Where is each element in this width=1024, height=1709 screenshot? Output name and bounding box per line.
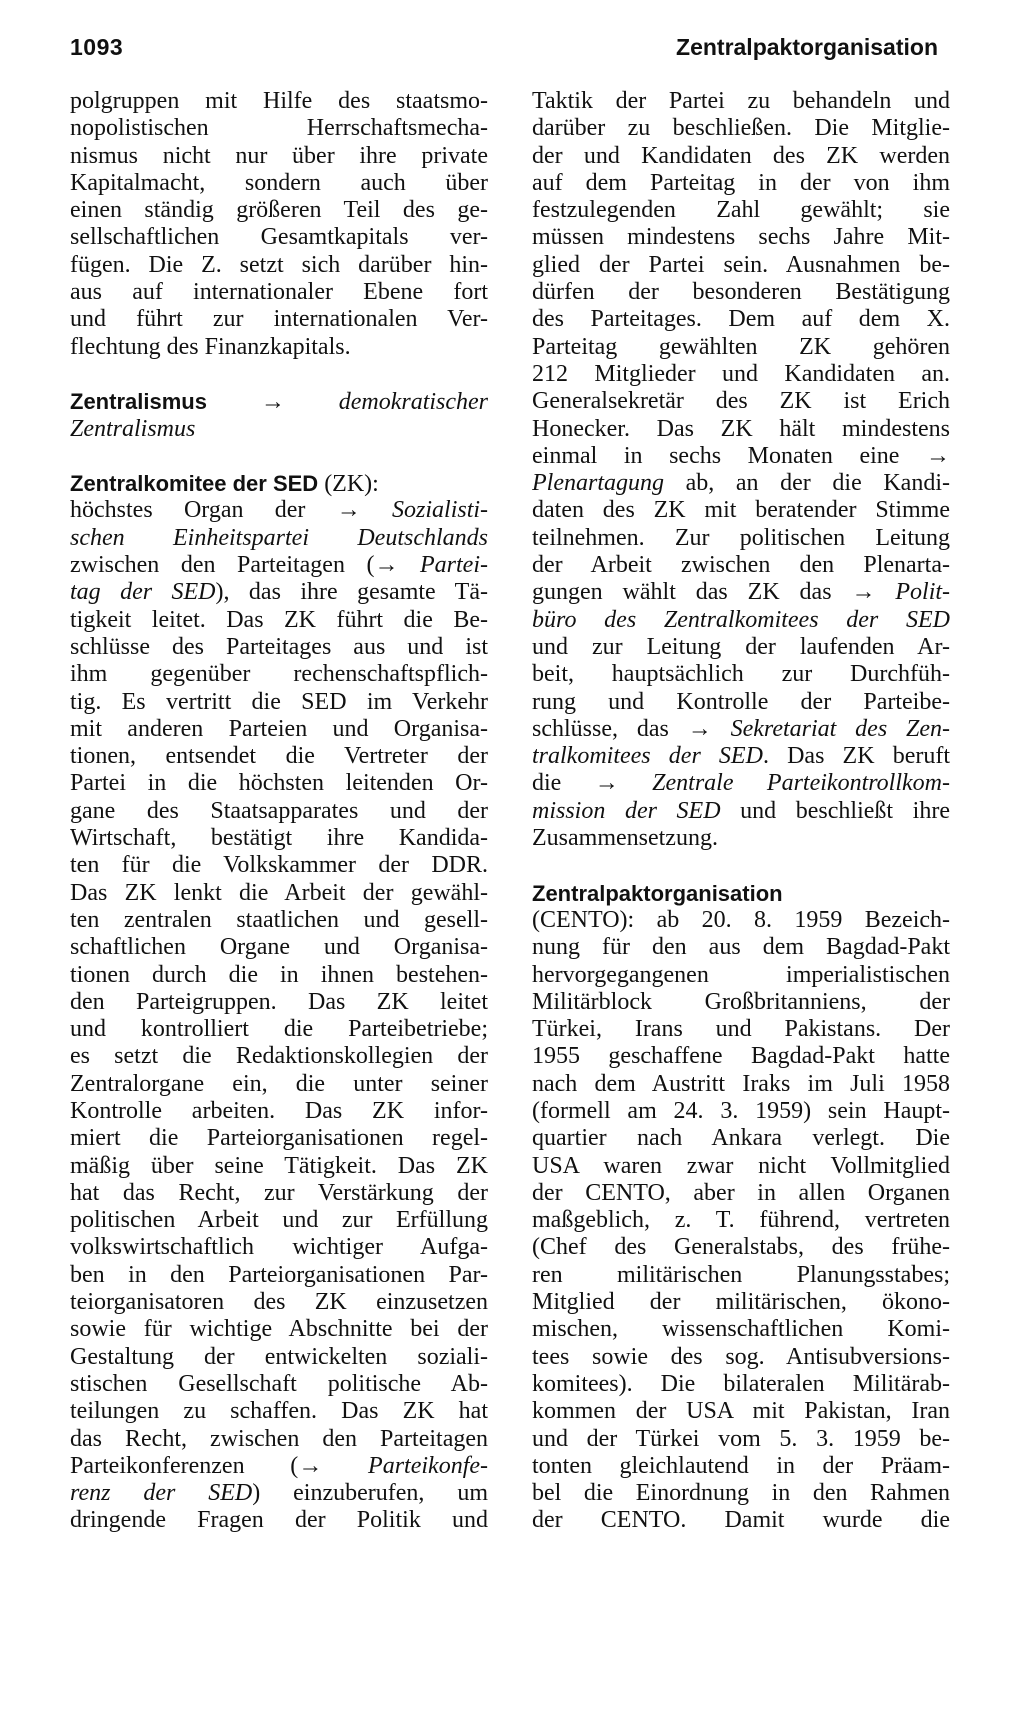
left-column [70,88,488,1535]
text-line [70,416,488,443]
text-line: nismus nicht nur über ihre private [70,142,488,169]
text-line: politischen Arbeit und zur Erfüllung [70,1207,488,1234]
text-line: müssen mindestens sechs Jahre Mit- [532,224,950,251]
cross-reference[interactable]: renz der SED [70,1480,253,1507]
text-line: und der Türkei vom 5. 3. 1959 be- [532,1425,950,1452]
text-line: sellschaftlichen Gesamtkapitals ver- [70,224,488,251]
text-line: volkswirtschaftlich wichtiger Aufga- [70,1234,488,1261]
cross-reference[interactable]: Polit- [895,579,950,606]
text-run: einmal in sechs Monaten eine [532,442,900,469]
cross-reference[interactable]: Partei- [420,552,488,579]
text-line: darüber zu beschließen. Die Mitglie- [532,115,950,142]
text-line: festzulegenden Zahl gewählt; sie [532,197,950,224]
text-line: tigkeit leitet. Das ZK führt die Be- [70,606,488,633]
text-line: Kapitalmacht, sondern auch über [70,169,488,196]
text-line: tionen, entsendet die Vertreter der [70,743,488,770]
text-line [70,470,488,497]
text-line: (formell am 24. 3. 1959) sein Haupt- [532,1097,950,1124]
text-line: Wirtschaft, bestätigt ihre Kandida- [70,825,488,852]
text-line [70,388,488,415]
arrow-icon: → [260,389,285,416]
text-line: Kontrolle arbeiten. Das ZK infor- [70,1097,488,1124]
text-line: glied der Partei sein. Ausnahmen be- [532,251,950,278]
arrow-icon: → [298,1452,323,1479]
text-line [532,798,950,825]
text-line: Mitglied der militärischen, ökono- [532,1289,950,1316]
text-line: tig. Es vertritt die SED im Verkehr [70,688,488,715]
cross-reference[interactable]: demokratischer [338,389,488,416]
headword: Zentralpaktorganisation [532,880,783,906]
text-line [532,443,950,470]
text-line: kommen der USA mit Pakistan, Iran [532,1398,950,1425]
arrow-icon: → [594,770,619,797]
text-line: nach dem Austritt Iraks im Juli 1958 [532,1070,950,1097]
text-line [70,1453,488,1480]
arrow-icon: → [374,552,399,579]
running-title: Zentralpaktorganisation [676,34,938,60]
cross-reference[interactable]: tag der SED [70,579,216,606]
text-line: Gestaltung der entwickelten soziali- [70,1343,488,1370]
text-run: die [532,770,562,797]
entry-zentralkomitee-continued [532,88,950,852]
text-line: tionen durch die in ihnen bestehen- [70,961,488,988]
text-line: teiorganisatoren des ZK einzusetzen [70,1289,488,1316]
text-line: hat das Recht, zur Verstärkung der [70,1179,488,1206]
text-line: dürfen der besonderen Bestätigung [532,279,950,306]
text-line: tonten gleichlautend in der Präam- [532,1452,950,1479]
cross-reference[interactable]: Plenartagung [532,470,664,497]
text-line: 212 Mitglieder und Kandidaten an. [532,360,950,387]
entry-zentralpaktorganisation [532,880,950,1535]
entry-gap [70,361,488,388]
abbreviation: (ZK): [324,471,379,498]
text-line: gane des Staatsapparates und der [70,797,488,824]
text-line [532,770,950,797]
cross-reference[interactable]: Zentrale Parteikontrollkom- [652,770,950,797]
text-run: ) einzuberufen, um [252,1480,488,1507]
text-line: dringende Fragen der Politik und [70,1507,488,1534]
text-line: (CENTO): ab 20. 8. 1959 Bezeich- [532,906,950,933]
text-line: mäßig über seine Tätigkeit. Das ZK [70,1152,488,1179]
text-line: der und Kandidaten des ZK werden [532,142,950,169]
arrow-icon: → [926,442,950,469]
text-line: miert die Parteiorganisationen regel- [70,1125,488,1152]
text-run: zwischen den Parteitagen ( [70,552,375,579]
cross-reference[interactable]: schen Einheitspartei Deutschlands [70,524,488,551]
text-line: ten zentralen staatlichen und gesell- [70,906,488,933]
text-line: quartier nach Ankara verlegt. Die [532,1125,950,1152]
paragraph-finanzkapital [70,88,488,361]
text-line: Partei in die höchsten leitenden Or- [70,770,488,797]
text-line: rung und Kontrolle der Parteibe- [532,688,950,715]
text-run: Parteikonferenzen ( [70,1452,299,1479]
entry-gap [532,852,950,879]
text-line: maßgeblich, z. T. führend, vertreten [532,1207,950,1234]
cross-reference[interactable]: büro des Zentralkomitees der SED [532,606,950,633]
text-line: Türkei, Irans und Pakistans. Der [532,1016,950,1043]
text-line: tees sowie des sog. Antisubversions- [532,1343,950,1370]
text-line: Zentralorgane ein, die unter seiner [70,1070,488,1097]
text-line [532,716,950,743]
text-line: teilnehmen. Zur politischen Leitung [532,524,950,551]
text-line: sowie für wichtige Abschnitte bei der [70,1316,488,1343]
text-run: ), das ihre gesamte Tä- [215,579,488,606]
text-line [532,579,950,606]
text-line: einen ständig größeren Teil des ge- [70,197,488,224]
text-line: ihm gegenüber rechenschaftspflich- [70,661,488,688]
entry-gap [70,443,488,470]
text-line: hervorgegangenen imperialistischen [532,961,950,988]
text-line: komitees). Die bilateralen Militärab- [532,1370,950,1397]
text-line: Das ZK lenkt die Arbeit der gewähl- [70,879,488,906]
arrow-icon: → [851,579,876,606]
text-line: (Chef des Generalstabs, des frühe- [532,1234,950,1261]
text-line [532,607,950,634]
text-line: aus auf internationaler Ebene fort [70,279,488,306]
text-run: gungen wählt das ZK das [532,579,832,606]
text-line: nopolistischen Herrschaftsmecha- [70,115,488,142]
text-line: der CENTO. Damit wurde die [532,1507,950,1534]
headword: Zentralkomitee der SED [70,471,319,497]
text-line: nung für den aus dem Bagdad-Pakt [532,934,950,961]
arrow-icon: → [687,715,712,742]
text-run: schlüsse, das [532,715,669,742]
text-line: es setzt die Redaktionskollegien der [70,1043,488,1070]
text-line [532,880,950,907]
text-line: des Parteitages. Dem auf dem X. [532,306,950,333]
text-line [70,552,488,579]
text-line: Generalsekretär des ZK ist Erich [532,388,950,415]
text-line: der Arbeit zwischen den Plenarta- [532,552,950,579]
text-line [70,579,488,606]
text-line: mit anderen Parteien und Organisa- [70,715,488,742]
text-line: beit, hauptsächlich zur Durchfüh- [532,661,950,688]
text-run: . Das ZK beruft [762,743,950,770]
text-line: 1955 geschaffene Bagdad-Pakt hatte [532,1043,950,1070]
text-line [70,525,488,552]
page-number: 1093 [70,34,124,60]
text-run: höchstes Organ der [70,497,306,524]
text-run: ab, an der die Kandi- [664,470,950,497]
right-column [532,88,950,1535]
text-line: Zusammensetzung. [532,825,718,852]
text-line [70,1480,488,1507]
text-line: ben in den Parteiorganisationen Par- [70,1261,488,1288]
running-head [70,34,938,64]
arrow-icon: → [336,497,361,524]
headword: Zentralismus [70,389,207,415]
text-line: Honecker. Das ZK hält mindestens [532,415,950,442]
entry-zentralismus [70,388,488,443]
text-line: Militärblock Großbritanniens, der [532,988,950,1015]
text-line [532,470,950,497]
text-run: und beschließt ihre [720,797,950,824]
text-line: schlüsse des Parteitages aus und ist [70,633,488,660]
cross-reference[interactable]: mission der SED [532,797,721,824]
text-line [532,743,950,770]
text-line: ren militärischen Planungsstabes; [532,1261,950,1288]
text-line: flechtung des Finanzkapitals. [70,333,351,360]
text-line: daten des ZK mit beratender Stimme [532,497,950,524]
text-line: schaftlichen Organe und Organisa- [70,934,488,961]
text-line: mischen, wissenschaftlichen Komi- [532,1316,950,1343]
text-line: der CENTO, aber in allen Organen [532,1179,950,1206]
text-line: Taktik der Partei zu behandeln und [532,88,950,114]
cross-reference[interactable]: tralkomitees der SED [532,743,763,770]
cross-reference[interactable]: Zentralismus [70,415,196,442]
text-line: USA waren zwar nicht Vollmitglied [532,1152,950,1179]
entry-zentralkomitee [70,470,488,1535]
text-line: das Recht, zwischen den Parteitagen [70,1425,488,1452]
text-line: Parteitag gewählten ZK gehören [532,333,950,360]
text-line: fügen. Die Z. setzt sich darüber hin- [70,251,488,278]
text-line: bel die Einordnung in den Rahmen [532,1480,950,1507]
cross-reference[interactable]: Sozialisti- [392,497,488,524]
cross-reference[interactable]: Sekretariat des Zen- [730,715,950,742]
text-line: teilungen zu schaffen. Das ZK hat [70,1398,488,1425]
text-line: stischen Gesellschaft politische Ab- [70,1370,488,1397]
text-line [70,497,488,524]
text-line: und zur Leitung der laufenden Ar- [532,633,950,660]
cross-reference[interactable]: Parteikonfe- [368,1452,488,1479]
text-line: ten für die Volkskammer der DDR. [70,852,488,879]
text-line: polgruppen mit Hilfe des staatsmo- [70,88,488,114]
text-line: und kontrolliert die Parteibetriebe; [70,1016,488,1043]
text-line: den Parteigruppen. Das ZK leitet [70,988,488,1015]
text-line: auf dem Parteitag in der von ihm [532,169,950,196]
text-line: und führt zur internationalen Ver- [70,306,488,333]
